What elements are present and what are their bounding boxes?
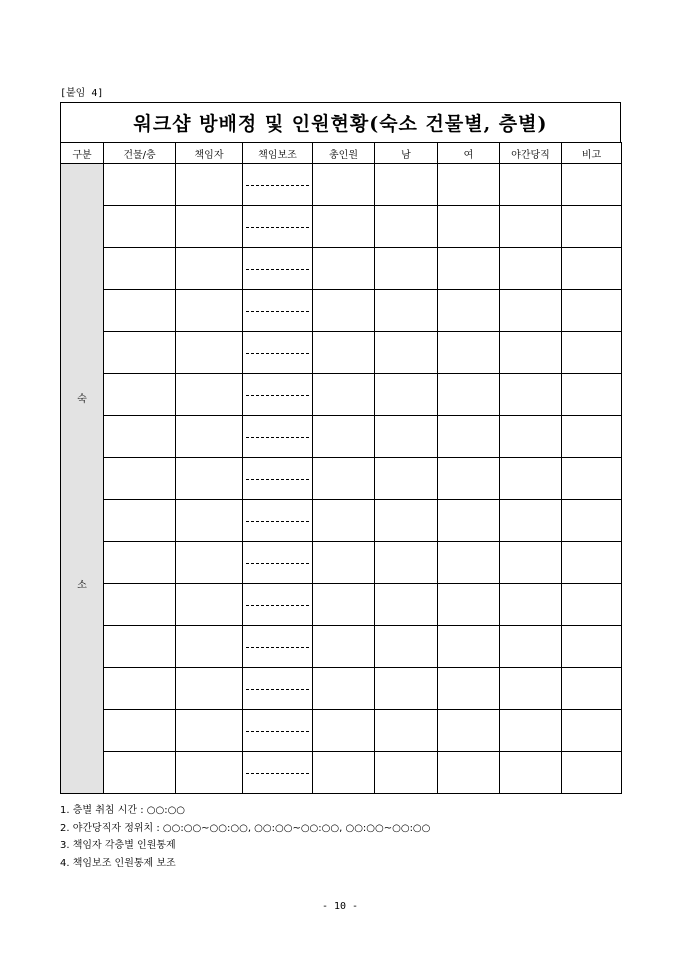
table-cell[interactable] bbox=[562, 206, 622, 248]
table-cell[interactable] bbox=[176, 164, 243, 206]
table-cell[interactable] bbox=[313, 248, 375, 290]
table-cell[interactable] bbox=[375, 500, 438, 542]
section-cell bbox=[61, 164, 104, 794]
table-cell[interactable] bbox=[176, 584, 243, 626]
table-cell[interactable] bbox=[562, 374, 622, 416]
table-cell[interactable] bbox=[500, 458, 562, 500]
table-cell[interactable] bbox=[500, 626, 562, 668]
table-cell[interactable] bbox=[176, 458, 243, 500]
table-cell[interactable] bbox=[313, 332, 375, 374]
table-cell[interactable] bbox=[375, 626, 438, 668]
header-cell: 남 bbox=[375, 143, 438, 164]
table-cell[interactable] bbox=[104, 710, 176, 752]
table-cell[interactable] bbox=[104, 416, 176, 458]
table-cell[interactable] bbox=[176, 626, 243, 668]
table-cell[interactable] bbox=[176, 500, 243, 542]
table-cell[interactable] bbox=[500, 206, 562, 248]
table-cell[interactable] bbox=[438, 458, 500, 500]
table-row bbox=[61, 416, 622, 458]
table-cell[interactable] bbox=[500, 164, 562, 206]
table-row bbox=[61, 290, 622, 332]
table-body bbox=[61, 164, 622, 794]
table-cell[interactable] bbox=[104, 206, 176, 248]
table-cell[interactable] bbox=[500, 416, 562, 458]
table-cell[interactable] bbox=[438, 710, 500, 752]
table-row bbox=[61, 668, 622, 710]
table-cell[interactable] bbox=[375, 248, 438, 290]
dashed-divider bbox=[246, 479, 309, 480]
table-cell[interactable] bbox=[313, 626, 375, 668]
table-row bbox=[61, 542, 622, 584]
table-cell[interactable] bbox=[375, 542, 438, 584]
dashed-divider bbox=[246, 521, 309, 522]
table-cell[interactable] bbox=[500, 668, 562, 710]
table-cell[interactable] bbox=[104, 458, 176, 500]
table-cell[interactable] bbox=[176, 710, 243, 752]
header-cell: 여 bbox=[438, 143, 500, 164]
table-cell[interactable] bbox=[243, 668, 313, 710]
table-cell[interactable] bbox=[438, 626, 500, 668]
table-cell[interactable] bbox=[562, 584, 622, 626]
table-cell[interactable] bbox=[438, 248, 500, 290]
table-row bbox=[61, 248, 622, 290]
table-row bbox=[61, 458, 622, 500]
table-cell[interactable] bbox=[562, 542, 622, 584]
table-cell[interactable] bbox=[104, 542, 176, 584]
table-cell[interactable] bbox=[243, 710, 313, 752]
table-cell[interactable] bbox=[243, 500, 313, 542]
table-cell[interactable] bbox=[500, 248, 562, 290]
table-cell[interactable] bbox=[313, 290, 375, 332]
table-cell[interactable] bbox=[375, 374, 438, 416]
table-cell[interactable] bbox=[375, 332, 438, 374]
table-cell[interactable] bbox=[176, 374, 243, 416]
table-cell[interactable] bbox=[375, 164, 438, 206]
table-cell[interactable] bbox=[375, 458, 438, 500]
table-cell[interactable] bbox=[176, 752, 243, 794]
table-cell[interactable] bbox=[438, 584, 500, 626]
header-cell: 책임자 bbox=[176, 143, 243, 164]
dashed-divider bbox=[246, 185, 309, 186]
table-row bbox=[61, 500, 622, 542]
dashed-divider bbox=[246, 227, 309, 228]
table-cell[interactable] bbox=[243, 374, 313, 416]
header-cell: 비고 bbox=[562, 143, 622, 164]
note-item: 4. 책임보조 인원통제 보조 bbox=[60, 857, 176, 869]
table-cell[interactable] bbox=[313, 542, 375, 584]
table-cell[interactable] bbox=[562, 668, 622, 710]
table-cell[interactable] bbox=[500, 584, 562, 626]
dashed-divider bbox=[246, 311, 309, 312]
table-cell[interactable] bbox=[375, 290, 438, 332]
table-cell[interactable] bbox=[313, 416, 375, 458]
header-cell: 건물/층 bbox=[104, 143, 176, 164]
dashed-divider bbox=[246, 353, 309, 354]
table-cell[interactable] bbox=[104, 374, 176, 416]
table-cell[interactable] bbox=[500, 542, 562, 584]
document-title: 워크샵 방배정 및 인원현황(숙소 건물별, 층별) bbox=[133, 113, 548, 135]
dashed-divider bbox=[246, 395, 309, 396]
table-row bbox=[61, 164, 622, 206]
table-cell[interactable] bbox=[562, 164, 622, 206]
table-cell[interactable] bbox=[176, 206, 243, 248]
table-cell[interactable] bbox=[176, 416, 243, 458]
table-cell[interactable] bbox=[500, 500, 562, 542]
table-row bbox=[61, 584, 622, 626]
header-cell: 총인원 bbox=[313, 143, 375, 164]
table-cell[interactable] bbox=[375, 584, 438, 626]
table-cell[interactable] bbox=[562, 458, 622, 500]
dashed-divider bbox=[246, 689, 309, 690]
header-cell: 구분 bbox=[61, 143, 104, 164]
table-cell[interactable] bbox=[438, 374, 500, 416]
table-cell[interactable] bbox=[500, 332, 562, 374]
table-cell[interactable] bbox=[500, 290, 562, 332]
table-row bbox=[61, 626, 622, 668]
table-cell[interactable] bbox=[438, 164, 500, 206]
title-box bbox=[60, 102, 621, 142]
table-cell[interactable] bbox=[313, 752, 375, 794]
room-assignment-table bbox=[60, 142, 622, 794]
note-item: 1. 층별 취침 시간 : ○○:○○ bbox=[60, 805, 186, 816]
table-cell[interactable] bbox=[176, 668, 243, 710]
table-cell[interactable] bbox=[243, 332, 313, 374]
table-cell[interactable] bbox=[176, 332, 243, 374]
table-row bbox=[61, 206, 622, 248]
table-cell[interactable] bbox=[313, 206, 375, 248]
table-cell[interactable] bbox=[104, 626, 176, 668]
note-item: 3. 책임자 각층별 인원통제 bbox=[60, 840, 176, 852]
table-cell[interactable] bbox=[562, 752, 622, 794]
dashed-divider bbox=[246, 563, 309, 564]
page-number: - 10 - bbox=[321, 901, 359, 912]
table-cell[interactable] bbox=[313, 710, 375, 752]
table-cell[interactable] bbox=[375, 668, 438, 710]
table-cell[interactable] bbox=[243, 626, 313, 668]
table-cell[interactable] bbox=[562, 332, 622, 374]
table-cell[interactable] bbox=[313, 668, 375, 710]
table-cell[interactable] bbox=[104, 752, 176, 794]
table-cell[interactable] bbox=[313, 584, 375, 626]
table-cell[interactable] bbox=[375, 416, 438, 458]
table-cell[interactable] bbox=[562, 626, 622, 668]
table-cell[interactable] bbox=[243, 752, 313, 794]
table-cell[interactable] bbox=[243, 290, 313, 332]
table-cell[interactable] bbox=[104, 668, 176, 710]
dashed-divider bbox=[246, 437, 309, 438]
table-row bbox=[61, 710, 622, 752]
table-cell[interactable] bbox=[562, 500, 622, 542]
table-cell[interactable] bbox=[243, 458, 313, 500]
section-label-char: 숙 bbox=[77, 394, 87, 405]
table-cell[interactable] bbox=[500, 710, 562, 752]
table-cell[interactable] bbox=[438, 290, 500, 332]
table-cell[interactable] bbox=[438, 542, 500, 584]
table-cell[interactable] bbox=[562, 290, 622, 332]
header-cell: 야간당직 bbox=[500, 143, 562, 164]
table-cell[interactable] bbox=[313, 458, 375, 500]
table-cell[interactable] bbox=[243, 206, 313, 248]
table-cell[interactable] bbox=[500, 374, 562, 416]
table-cell[interactable] bbox=[438, 500, 500, 542]
table-cell[interactable] bbox=[313, 374, 375, 416]
header-row bbox=[61, 143, 622, 164]
table-cell[interactable] bbox=[562, 416, 622, 458]
note-item: 2. 야간당직자 정위치 : ○○:○○~○○:○○, ○○:○○~○○:○○, ○○:○○~○○:○○ bbox=[60, 822, 431, 834]
table-cell[interactable] bbox=[104, 332, 176, 374]
table-cell[interactable] bbox=[104, 584, 176, 626]
table-cell[interactable] bbox=[375, 710, 438, 752]
table-cell[interactable] bbox=[243, 584, 313, 626]
section-label-char: 소 bbox=[77, 580, 87, 591]
table-cell[interactable] bbox=[438, 668, 500, 710]
table-cell[interactable] bbox=[562, 248, 622, 290]
table-cell[interactable] bbox=[104, 290, 176, 332]
dashed-divider bbox=[246, 269, 309, 270]
table-row bbox=[61, 752, 622, 794]
table-cell[interactable] bbox=[104, 164, 176, 206]
table-cell[interactable] bbox=[500, 752, 562, 794]
table-cell[interactable] bbox=[438, 206, 500, 248]
table-cell[interactable] bbox=[243, 416, 313, 458]
table-cell[interactable] bbox=[104, 248, 176, 290]
table-cell[interactable] bbox=[243, 542, 313, 584]
table-cell[interactable] bbox=[438, 416, 500, 458]
dashed-divider bbox=[246, 773, 309, 774]
table-cell[interactable] bbox=[438, 752, 500, 794]
table-cell[interactable] bbox=[176, 248, 243, 290]
notes-list bbox=[60, 802, 430, 872]
table-cell[interactable] bbox=[243, 248, 313, 290]
table-cell[interactable] bbox=[313, 500, 375, 542]
table-cell[interactable] bbox=[243, 164, 313, 206]
table-cell[interactable] bbox=[176, 542, 243, 584]
table-cell[interactable] bbox=[313, 164, 375, 206]
table-cell[interactable] bbox=[438, 332, 500, 374]
header-cell: 책임보조 bbox=[243, 143, 313, 164]
dashed-divider bbox=[246, 605, 309, 606]
table-cell[interactable] bbox=[375, 752, 438, 794]
attachment-label: [붙임 4] bbox=[60, 88, 104, 99]
table-cell[interactable] bbox=[104, 500, 176, 542]
table-cell[interactable] bbox=[176, 290, 243, 332]
dashed-divider bbox=[246, 647, 309, 648]
table-row bbox=[61, 332, 622, 374]
table-cell[interactable] bbox=[562, 710, 622, 752]
table-cell[interactable] bbox=[375, 206, 438, 248]
table-row bbox=[61, 374, 622, 416]
dashed-divider bbox=[246, 731, 309, 732]
